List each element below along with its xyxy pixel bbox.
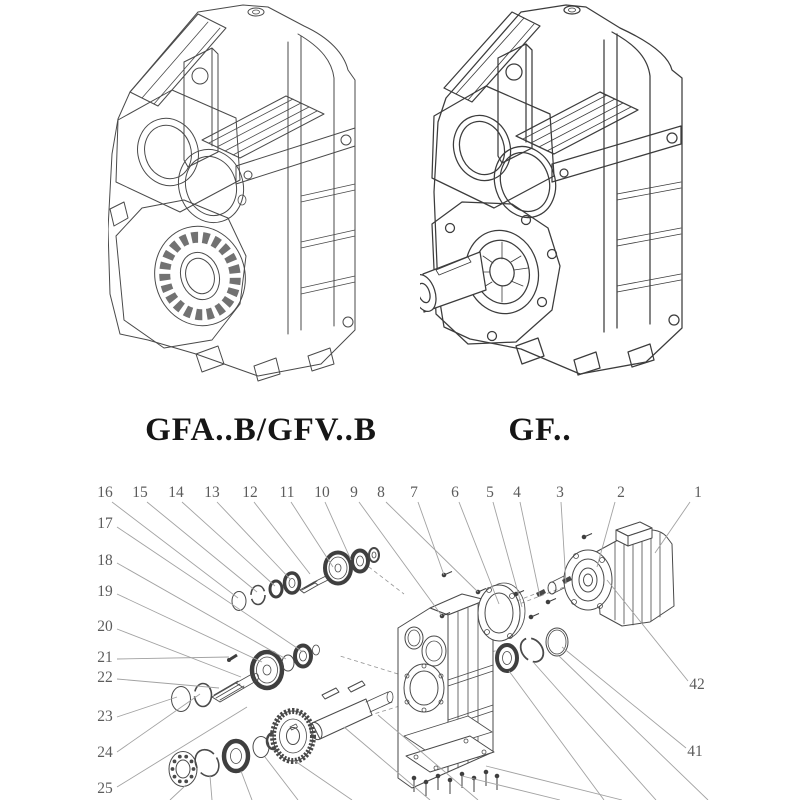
bearing bbox=[352, 551, 368, 572]
bearing bbox=[224, 741, 248, 771]
leader-line-7 bbox=[418, 502, 444, 575]
cutoff-leader-line bbox=[295, 761, 352, 800]
callout-number-5: 5 bbox=[486, 484, 494, 501]
leader-line-23 bbox=[117, 697, 177, 717]
callout-number-6: 6 bbox=[451, 484, 459, 501]
leader-line-20 bbox=[117, 629, 241, 677]
cutoff-leader-line bbox=[509, 671, 604, 800]
callout-number-2: 2 bbox=[617, 484, 625, 501]
shaft-keys bbox=[322, 681, 365, 699]
callout-number-13: 13 bbox=[204, 484, 220, 501]
lifting-hole bbox=[192, 68, 208, 84]
leader-line-4 bbox=[520, 502, 540, 597]
callout-number-21: 21 bbox=[97, 649, 113, 666]
leader-line-21 bbox=[117, 657, 229, 659]
leader-line-15 bbox=[147, 502, 257, 592]
callout-number-24: 24 bbox=[97, 744, 113, 761]
callout-number-23: 23 bbox=[97, 708, 113, 725]
callout-number-19: 19 bbox=[97, 583, 113, 600]
callout-number-1: 1 bbox=[694, 484, 702, 501]
exploded-parts-diagram bbox=[0, 480, 800, 800]
intermediate-gear bbox=[252, 652, 282, 688]
output-gear bbox=[273, 711, 313, 761]
leader-line-18 bbox=[117, 563, 286, 659]
lock-nut bbox=[369, 548, 379, 562]
callout-number-25: 25 bbox=[97, 780, 113, 797]
leader-line-41 bbox=[562, 647, 686, 748]
cutoff-leader-line bbox=[210, 776, 212, 800]
cutoff-leader-line bbox=[462, 776, 560, 800]
output-train bbox=[169, 681, 393, 787]
output-bearing-boss bbox=[144, 216, 257, 336]
callout-number-12: 12 bbox=[242, 484, 258, 501]
lifting-hole bbox=[506, 64, 522, 80]
motor bbox=[548, 522, 674, 626]
motor-shaft bbox=[548, 576, 564, 594]
cutoff-leader-line bbox=[170, 785, 186, 800]
caption-right-model: GF.. bbox=[508, 412, 572, 448]
caption-left-model: GFA..B/GFV..B bbox=[145, 412, 377, 448]
output-bearing-motor-side bbox=[497, 645, 517, 671]
dowel-pin bbox=[227, 655, 237, 662]
callout-number-11: 11 bbox=[279, 484, 295, 501]
leader-line-6 bbox=[459, 502, 499, 604]
callout-number-20: 20 bbox=[97, 618, 113, 635]
callout-number-42: 42 bbox=[689, 676, 705, 693]
output-shaft bbox=[420, 252, 486, 314]
input-gear bbox=[325, 553, 351, 584]
intermediate-train bbox=[172, 645, 320, 712]
callout-number-15: 15 bbox=[132, 484, 148, 501]
callout-number-18: 18 bbox=[97, 552, 113, 569]
o-ring-seal bbox=[546, 628, 568, 656]
leader-line-17 bbox=[117, 527, 303, 652]
callout-number-17: 17 bbox=[97, 515, 113, 532]
snap-ring bbox=[190, 745, 223, 780]
callout-number-41: 41 bbox=[687, 743, 703, 760]
cutoff-leader-line bbox=[241, 771, 252, 800]
leader-line-12 bbox=[254, 502, 310, 574]
callout-number-16: 16 bbox=[97, 484, 113, 501]
technical-drawing-solid-shaft-unit bbox=[420, 2, 722, 390]
gear-unit-housing-left bbox=[108, 5, 355, 381]
callout-number-3: 3 bbox=[556, 484, 564, 501]
technical-drawing-hollow-shaft-unit bbox=[108, 4, 390, 384]
callout-number-10: 10 bbox=[314, 484, 330, 501]
callout-number-22: 22 bbox=[97, 669, 113, 686]
leader-line-16 bbox=[112, 502, 238, 598]
ball-bearing bbox=[169, 752, 197, 787]
callout-number-7: 7 bbox=[410, 484, 418, 501]
callout-number-8: 8 bbox=[377, 484, 385, 501]
callout-number-14: 14 bbox=[168, 484, 184, 501]
cutoff-leader-line bbox=[486, 766, 622, 800]
snap-ring-motor-side bbox=[516, 634, 548, 667]
seal-ring bbox=[232, 592, 246, 611]
callout-number-4: 4 bbox=[513, 484, 521, 501]
callout-number-9: 9 bbox=[350, 484, 358, 501]
gear-unit-housing-right bbox=[420, 5, 682, 375]
lower-bore bbox=[169, 141, 253, 231]
input-shaft-train bbox=[232, 548, 379, 611]
leader-line-3 bbox=[561, 502, 566, 584]
leader-line-9 bbox=[359, 502, 442, 616]
